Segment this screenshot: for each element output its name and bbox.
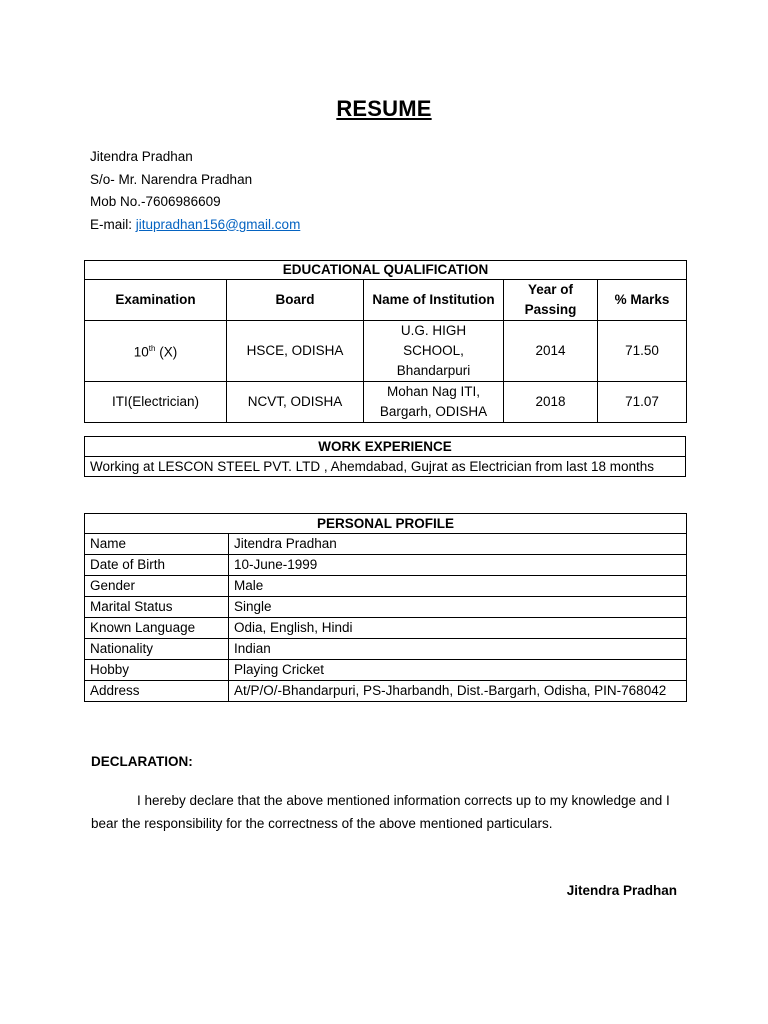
cell-board: NCVT, ODISHA bbox=[227, 382, 364, 423]
contact-block bbox=[90, 146, 300, 236]
profile-label: Nationality bbox=[85, 639, 229, 660]
table-row bbox=[85, 382, 687, 423]
email-link[interactable]: jitupradhan156@gmail.com bbox=[135, 216, 301, 232]
cell-examination: 10th (X) bbox=[85, 321, 227, 382]
profile-label: Name bbox=[85, 534, 229, 555]
declaration-paragraph bbox=[91, 789, 691, 835]
cell-year: 2018 bbox=[504, 382, 598, 423]
work-caption: WORK EXPERIENCE bbox=[85, 437, 686, 457]
profile-value: Jitendra Pradhan bbox=[229, 534, 687, 555]
resume-title: RESUME bbox=[336, 96, 432, 121]
signature-name: Jitendra Pradhan bbox=[566, 883, 677, 898]
father-name: S/o- Mr. Narendra Pradhan bbox=[90, 171, 253, 187]
profile-value: Odia, English, Hindi bbox=[229, 618, 687, 639]
education-caption: EDUCATIONAL QUALIFICATION bbox=[85, 261, 687, 280]
applicant-name: Jitendra Pradhan bbox=[90, 149, 193, 164]
personal-profile-table bbox=[84, 513, 687, 702]
profile-label: Address bbox=[85, 681, 229, 702]
profile-value: 10-June-1999 bbox=[229, 555, 687, 576]
declaration-text: I hereby declare that the above mentioned information corrects up to my knowledge and I bear the responsibility for the correctness of the above mentioned particulars. bbox=[91, 793, 670, 831]
header-marks: % Marks bbox=[598, 280, 687, 321]
cell-year: 2014 bbox=[504, 321, 598, 382]
table-row bbox=[85, 597, 687, 618]
profile-value: Male bbox=[229, 576, 687, 597]
cell-examination: ITI(Electrician) bbox=[85, 382, 227, 423]
cell-marks: 71.07 bbox=[598, 382, 687, 423]
table-row bbox=[85, 555, 687, 576]
cell-institution: Mohan Nag ITI, Bargarh, ODISHA bbox=[364, 382, 504, 423]
table-row bbox=[85, 660, 687, 681]
cell-board: HSCE, ODISHA bbox=[227, 321, 364, 382]
profile-label: Known Language bbox=[85, 618, 229, 639]
education-header-row bbox=[85, 280, 687, 321]
profile-value: At/P/O/-Bhandarpuri, PS-Jharbandh, Dist.-Bargarh, Odisha, PIN-768042 bbox=[229, 681, 687, 702]
table-row bbox=[85, 576, 687, 597]
table-row bbox=[85, 534, 687, 555]
profile-label: Gender bbox=[85, 576, 229, 597]
profile-value: Single bbox=[229, 597, 687, 618]
profile-value: Playing Cricket bbox=[229, 660, 687, 681]
work-experience-table bbox=[84, 436, 686, 477]
header-examination: Examination bbox=[85, 280, 227, 321]
table-row bbox=[85, 618, 687, 639]
cell-marks: 71.50 bbox=[598, 321, 687, 382]
email-label: E-mail: bbox=[90, 216, 136, 232]
profile-label: Marital Status bbox=[85, 597, 229, 618]
profile-value: Indian bbox=[229, 639, 687, 660]
profile-label: Hobby bbox=[85, 660, 229, 681]
mobile-number: Mob No.-7606986609 bbox=[90, 194, 221, 209]
email-line bbox=[90, 214, 300, 237]
table-row bbox=[85, 321, 687, 382]
table-row bbox=[85, 681, 687, 702]
header-year: Year of Passing bbox=[504, 280, 598, 321]
education-table bbox=[84, 260, 687, 423]
profile-caption: PERSONAL PROFILE bbox=[85, 514, 687, 534]
cell-institution: U.G. HIGH SCHOOL, Bhandarpuri bbox=[364, 321, 504, 382]
profile-label: Date of Birth bbox=[85, 555, 229, 576]
header-board: Board bbox=[227, 280, 364, 321]
work-description: Working at LESCON STEEL PVT. LTD , Ahemdabad, Gujrat as Electrician from last 18 months bbox=[85, 457, 686, 477]
header-institution: Name of Institution bbox=[364, 280, 504, 321]
declaration-heading: DECLARATION: bbox=[91, 754, 193, 769]
table-row bbox=[85, 639, 687, 660]
